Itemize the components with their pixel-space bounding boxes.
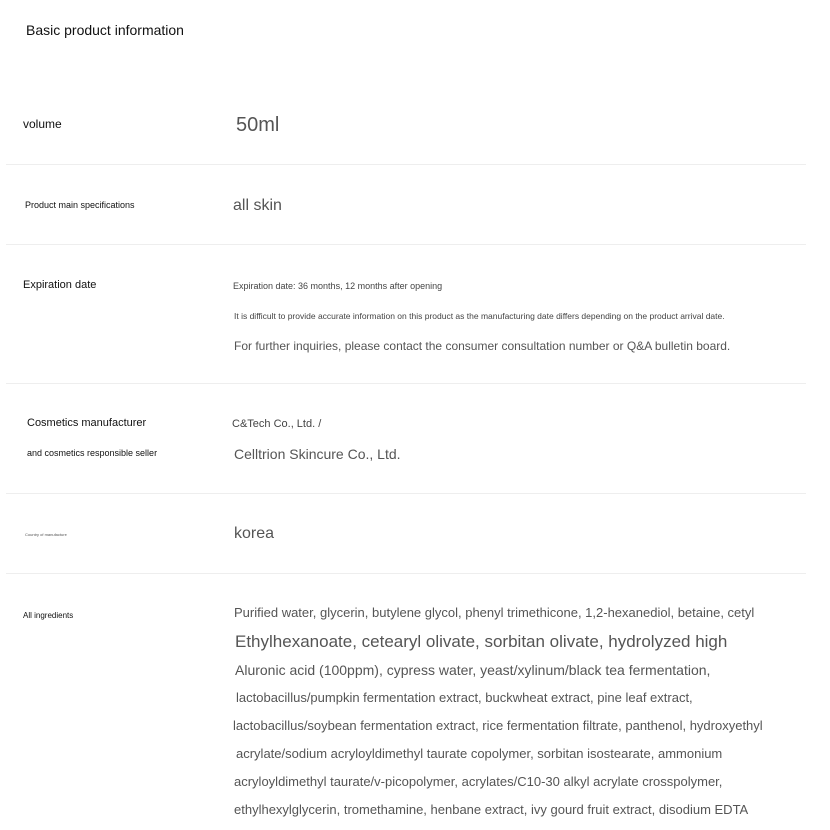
country-label: Country of manufacture	[25, 532, 67, 537]
section-title: Basic product information	[26, 22, 184, 38]
spec-label: Product main specifications	[25, 200, 135, 210]
expiration-line: Expiration date: 36 months, 12 months after opening	[233, 281, 443, 291]
ingredients-line: ethylhexylglycerin, tromethamine, henbane extract, ivy gourd fruit extract, disodium EDTA	[234, 802, 749, 817]
country-value: korea	[234, 525, 275, 542]
manufacturer-value: C&Tech Co., Ltd. /	[232, 418, 322, 430]
expiration-line: It is difficult to provide accurate information on this product as the manufacturing date differs depending on the product arrival date.	[234, 311, 725, 321]
manufacturer-label: Cosmetics manufacturer	[27, 417, 147, 429]
manufacturer-label: and cosmetics responsible seller	[27, 448, 158, 458]
ingredients-line: lactobacillus/pumpkin fermentation extract, buckwheat extract, pine leaf extract,	[236, 690, 693, 705]
spec-value: all skin	[233, 197, 282, 214]
divider	[6, 493, 806, 494]
volume-label: volume	[23, 117, 62, 131]
expiration-label: Expiration date	[23, 279, 97, 291]
ingredients-line: Ethylhexanoate, cetearyl olivate, sorbitan olivate, hydrolyzed high	[235, 632, 728, 651]
ingredients-line: lactobacillus/soybean fermentation extract, rice fermentation filtrate, panthenol, hydroxyethyl	[233, 718, 763, 733]
ingredients-line: Purified water, glycerin, butylene glycol, phenyl trimethicone, 1,2-hexanediol, betaine, cetyl	[234, 605, 755, 620]
ingredients-label: All ingredients	[23, 611, 74, 620]
divider	[6, 244, 806, 245]
divider	[6, 383, 806, 384]
manufacturer-value: Celltrion Skincure Co., Ltd.	[234, 446, 401, 462]
ingredients-line: acrylate/sodium acryloyldimethyl taurate copolymer, sorbitan isostearate, ammonium	[236, 746, 723, 761]
expiration-line: For further inquiries, please contact the consumer consultation number or Q&A bulletin board.	[234, 339, 731, 353]
divider	[6, 164, 806, 165]
ingredients-line: acryloyldimethyl taurate/v-picopolymer, acrylates/C10-30 alkyl acrylate crosspolymer,	[234, 774, 723, 789]
volume-value: 50ml	[236, 114, 280, 136]
divider	[6, 573, 806, 574]
ingredients-line: Aluronic acid (100ppm), cypress water, yeast/xylinum/black tea fermentation,	[235, 662, 711, 678]
